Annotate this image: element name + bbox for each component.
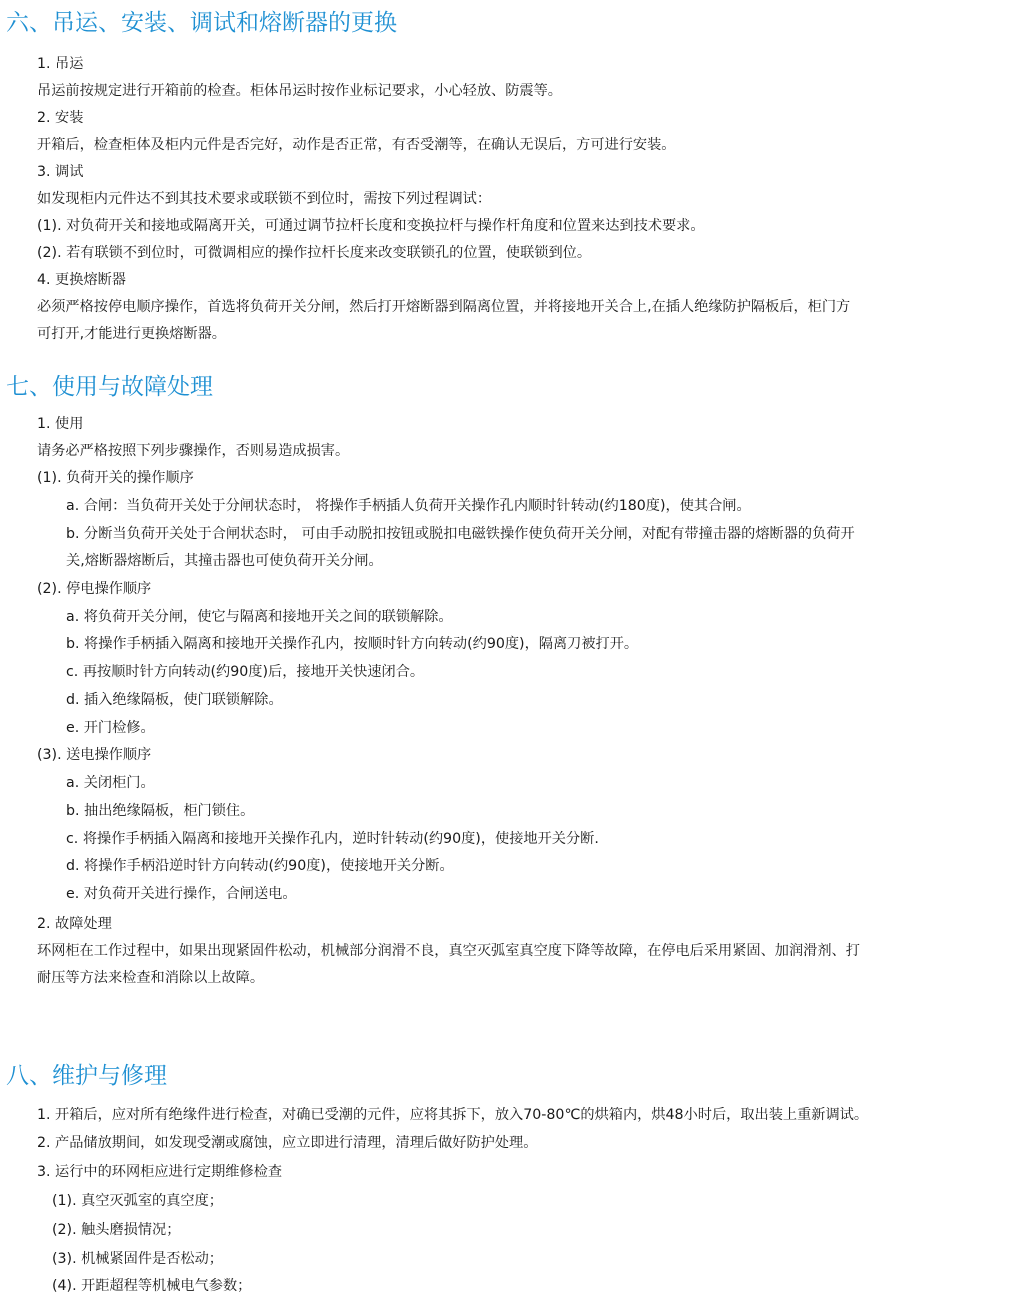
section-8-line: (2). 触头磨损情况； bbox=[52, 1222, 181, 1238]
section-8-line: 2. 产品储放期间，如发现受潮或腐蚀，应立即进行清理，清理后做好防护处理。 bbox=[37, 1135, 538, 1151]
section-6-line: 必须严格按停电顺序操作，首选将负荷开关分闸，然后打开熔断器到隔离位置，并将接地开关合上,在插人绝缘防护隔板后，柜门方 bbox=[37, 299, 851, 315]
section-7-line: 1. 使用 bbox=[37, 416, 84, 432]
section-7-line: e. 对负荷开关进行操作，合闸送电。 bbox=[66, 886, 297, 902]
section-7-line: b. 将操作手柄插入隔离和接地开关操作孔内，按顺时针方向转动(约90度)，隔离刀被打开。 bbox=[66, 636, 639, 652]
section-6-line: 可打开,才能进行更换熔断器。 bbox=[37, 326, 226, 342]
section-6-line: (1). 对负荷开关和接地或隔离开关，可通过调节拉杆长度和变换拉杆与操作杆角度和位置来达到技术要求。 bbox=[37, 218, 705, 234]
section-6-line: 3. 调试 bbox=[37, 164, 84, 180]
section-7-line: 2. 故障处理 bbox=[37, 916, 112, 932]
section-7-line: b. 分断当负荷开关处于合闸状态时， 可由手动脱扣按钮或脱扣电磁铁操作使负荷开关分闸，对配有带撞击器的熔断器的负荷开 bbox=[66, 526, 855, 542]
section-8-line: (1). 真空灭弧室的真空度； bbox=[52, 1193, 223, 1209]
section-8-line: (4). 开距超程等机械电气参数； bbox=[52, 1278, 252, 1294]
section-6-line: 吊运前按规定进行开箱前的检查。柜体吊运时按作业标记要求，小心轻放、防震等。 bbox=[37, 83, 562, 99]
section-8-line: 1. 开箱后，应对所有绝缘件进行检查，对确已受潮的元件，应将其拆下，放入70-80℃的烘箱内，烘48小时后，取出装上重新调试。 bbox=[37, 1107, 869, 1123]
section-7-line: b. 抽出绝缘隔板，柜门锁住。 bbox=[66, 803, 255, 819]
section-7-line: (1). 负荷开关的操作顺序 bbox=[37, 470, 194, 486]
section-6-line: 4. 更换熔断器 bbox=[37, 272, 126, 288]
section-7-line: c. 将操作手柄插入隔离和接地开关操作孔内，逆时针转动(约90度)，使接地开关分断. bbox=[66, 831, 599, 847]
section-7-line: (3). 送电操作顺序 bbox=[37, 747, 152, 763]
section-6-line: 开箱后，检查柜体及柜内元件是否完好，动作是否正常，有否受潮等，在确认无误后，方可进行安装。 bbox=[37, 137, 676, 153]
section-7-heading: 七、使用与故障处理 bbox=[6, 374, 213, 400]
section-7-line: e. 开门检修。 bbox=[66, 720, 155, 736]
section-6-line: (2). 若有联锁不到位时，可微调相应的操作拉杆长度来改变联锁孔的位置，使联锁到位。 bbox=[37, 245, 592, 261]
section-6-line: 2. 安装 bbox=[37, 110, 84, 126]
section-7-line: a. 关闭柜门。 bbox=[66, 775, 155, 791]
section-7-line: 关,熔断器熔断后，其撞击器也可使负荷开关分闸。 bbox=[66, 553, 383, 569]
section-8-line: 3. 运行中的环网柜应进行定期维修检查 bbox=[37, 1164, 283, 1180]
section-6-line: 1. 吊运 bbox=[37, 56, 84, 72]
section-7-line: 环网柜在工作过程中，如果出现紧固件松动，机械部分润滑不良，真空灭弧室真空度下降等故障，在停电后采用紧固、加润滑剂、打 bbox=[37, 943, 860, 959]
section-8-line: (3). 机械紧固件是否松动； bbox=[52, 1251, 223, 1267]
section-7-line: a. 将负荷开关分闸，使它与隔离和接地开关之间的联锁解除。 bbox=[66, 609, 453, 625]
section-6-heading: 六、吊运、安装、调试和熔断器的更换 bbox=[6, 10, 397, 36]
section-7-line: d. 插入绝缘隔板，使门联锁解除。 bbox=[66, 692, 283, 708]
section-7-line: a. 合闸：当负荷开关处于分闸状态时， 将操作手柄插人负荷开关操作孔内顺时针转动(约180度)，使其合闸。 bbox=[66, 498, 751, 514]
section-7-line: c. 再按顺时针方向转动(约90度)后，接地开关快速闭合。 bbox=[66, 664, 425, 680]
section-7-line: 耐压等方法来检查和消除以上故障。 bbox=[37, 970, 265, 986]
section-7-line: 请务必严格按照下列步骤操作，否则易造成损害。 bbox=[37, 443, 350, 459]
section-6-line: 如发现柜内元件达不到其技术要求或联锁不到位时，需按下列过程调试： bbox=[37, 191, 492, 207]
section-7-line: (2). 停电操作顺序 bbox=[37, 581, 152, 597]
section-7-line: d. 将操作手柄沿逆时针方向转动(约90度)，使接地开关分断。 bbox=[66, 858, 454, 874]
section-8-heading: 八、维护与修理 bbox=[6, 1063, 167, 1089]
